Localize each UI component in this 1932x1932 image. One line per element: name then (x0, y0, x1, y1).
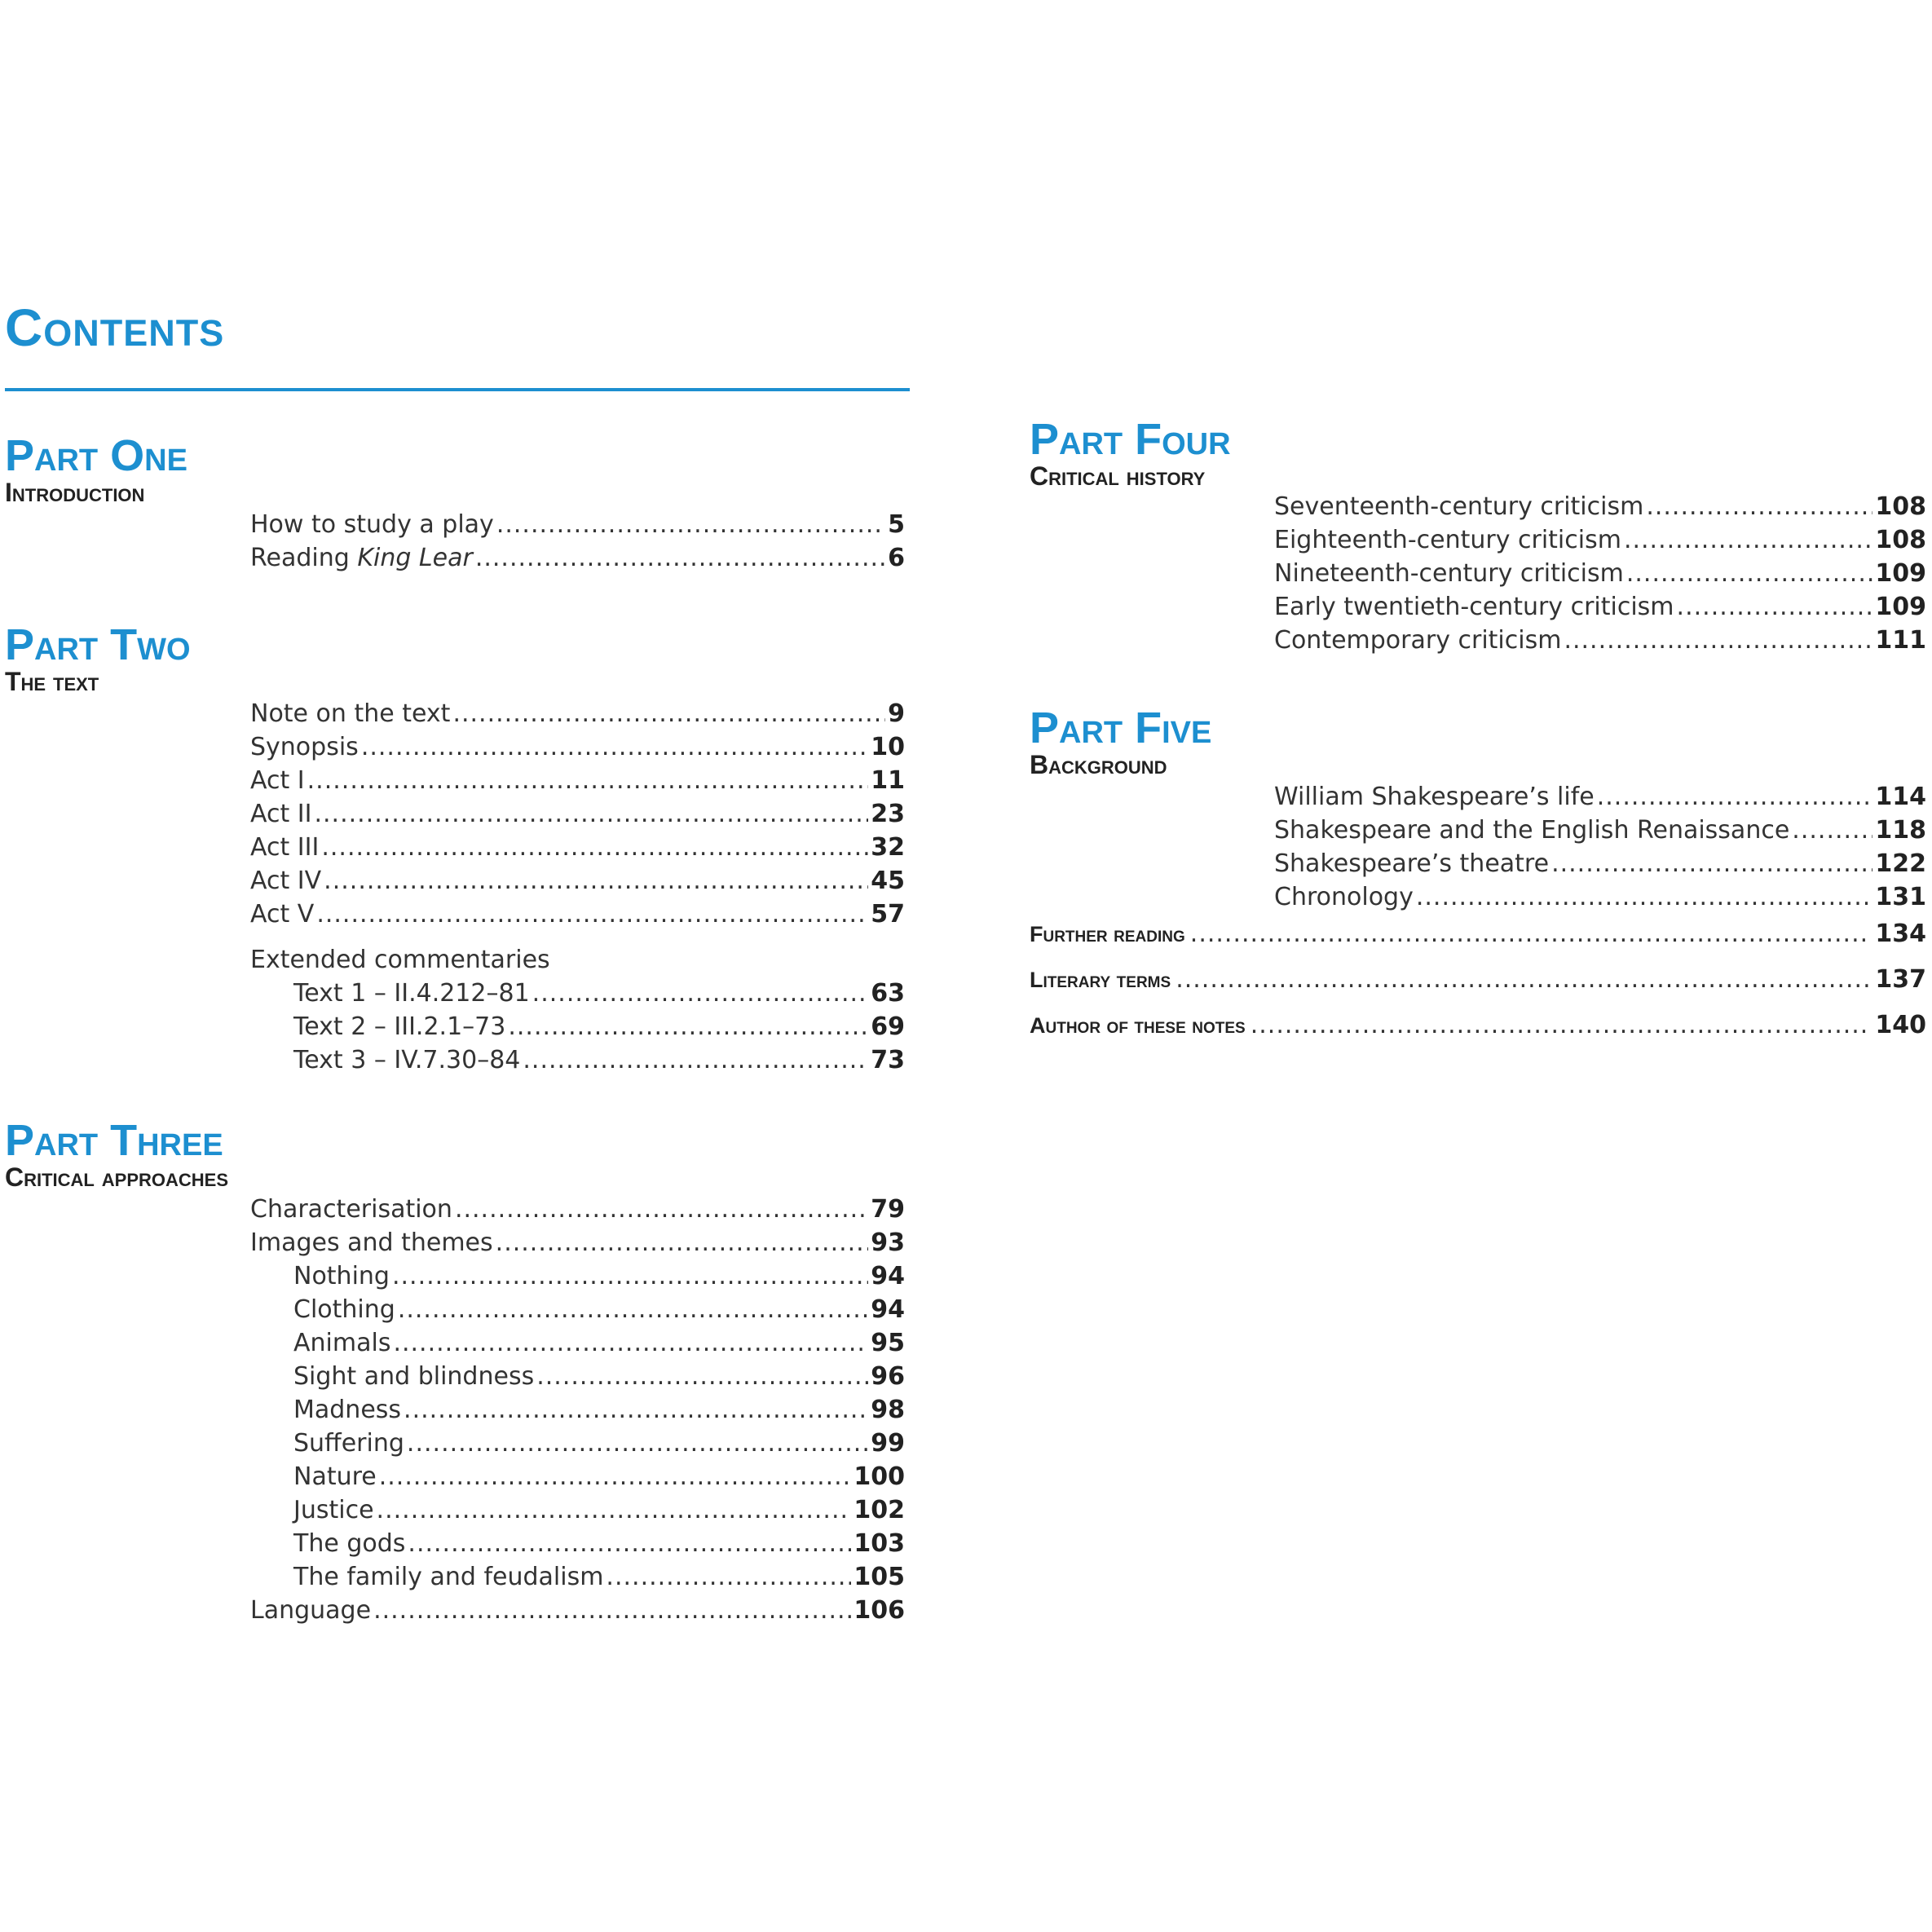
toc-entry-label: Synopsis (250, 733, 359, 761)
toc-entry[interactable] (250, 1429, 905, 1458)
toc-entry-label: Note on the text (250, 699, 451, 728)
toc-entry-label (250, 544, 473, 573)
toc-entry[interactable] (250, 1262, 905, 1291)
toc-entry-label: The gods (293, 1529, 406, 1558)
toc-entry-page: 95 (871, 1329, 905, 1357)
toc-entry[interactable] (250, 510, 905, 540)
toc-entry[interactable] (250, 1462, 905, 1492)
toc-entry[interactable] (250, 1228, 905, 1258)
part-two-section (5, 620, 191, 696)
part-four-subtitle: Critical history (1030, 461, 1206, 491)
toc-entry-page: 57 (871, 900, 905, 929)
toc-entry-page: 9 (888, 699, 905, 728)
dot-leader (377, 1496, 852, 1525)
part-two-heading: Part Two (5, 620, 191, 669)
toc-entry-label: Literary terms (1030, 968, 1171, 992)
toc-entry-page: 94 (871, 1295, 905, 1324)
toc-entry-label: Shakespeare and the English Renaissance (1274, 816, 1790, 845)
dot-leader (361, 733, 868, 762)
dot-leader (532, 979, 869, 1008)
toc-entry[interactable] (1274, 559, 1926, 589)
toc-entry-page: 108 (1875, 526, 1926, 554)
part-one-subtitle: Introduction (5, 478, 145, 507)
toc-entry-label: Images and themes (250, 1228, 493, 1257)
toc-entry[interactable] (250, 1563, 905, 1592)
toc-entry-page: 69 (871, 1012, 905, 1041)
toc-entry[interactable] (250, 733, 905, 762)
toc-entry[interactable] (1274, 816, 1926, 845)
toc-entry-page: 102 (854, 1496, 905, 1524)
toc-entry[interactable] (250, 1195, 905, 1224)
toc-entry-page: 99 (871, 1429, 905, 1458)
dot-leader (1176, 965, 1870, 994)
dot-leader (1251, 1011, 1871, 1039)
toc-entry[interactable] (250, 979, 905, 1008)
toc-entry-label: Madness (293, 1396, 402, 1424)
dot-leader (314, 800, 868, 829)
dot-leader (307, 766, 869, 796)
toc-entry-label: Eighteenth-century criticism (1274, 526, 1621, 554)
part-one-heading: Part One (5, 431, 187, 480)
toc-entry-page: 134 (1875, 920, 1926, 948)
toc-entry[interactable] (250, 1396, 905, 1425)
toc-entry-page: 73 (871, 1046, 905, 1074)
part-five-section (1030, 706, 1211, 778)
toc-entry-page: 32 (871, 833, 905, 862)
toc-entry-page: 137 (1875, 965, 1926, 994)
toc-entry-label: Nothing (293, 1262, 390, 1290)
toc-entry[interactable] (1274, 626, 1926, 655)
dot-leader (455, 1195, 868, 1224)
toc-entry-label: Suffering (293, 1429, 404, 1458)
dot-leader (1551, 849, 1872, 879)
toc-entry-page: 100 (854, 1462, 905, 1491)
toc-entry[interactable] (250, 699, 905, 729)
toc-entry-label: Nature (293, 1462, 377, 1491)
toc-entry[interactable] (1274, 526, 1926, 555)
toc-entry-label-prefix: Reading (250, 544, 358, 572)
toc-entry-label: Author of these notes (1030, 1013, 1246, 1038)
part-three-heading: Part Three (5, 1116, 223, 1165)
dot-leader (408, 1529, 851, 1559)
toc-entry-page: 131 (1875, 883, 1926, 911)
toc-entry-label: Sight and blindness (293, 1362, 535, 1391)
toc-entry[interactable] (250, 800, 905, 829)
dot-leader (324, 867, 868, 896)
toc-entry-page: 103 (854, 1529, 905, 1558)
dot-leader (379, 1462, 852, 1492)
toc-entry[interactable] (250, 900, 905, 929)
toc-entry-label: Shakespeare’s theatre (1274, 849, 1550, 878)
page-title: Contents (5, 298, 225, 357)
toc-entry-label: Contemporary criticism (1274, 626, 1562, 655)
toc-entry-page: 45 (871, 867, 905, 895)
part-three-entries (250, 1195, 905, 1625)
part-two-subtitle: The text (5, 667, 99, 696)
commentaries-heading: Extended commentaries (250, 946, 550, 974)
dot-leader (316, 900, 868, 929)
dot-leader (407, 1429, 868, 1458)
toc-entry-page: 114 (1875, 783, 1926, 811)
toc-entry-literary-terms[interactable] (1030, 965, 1926, 995)
toc-entry-page: 6 (888, 544, 905, 572)
toc-entry[interactable] (1274, 593, 1926, 622)
spacer (250, 933, 905, 942)
part-five-entries (1274, 783, 1926, 912)
toc-entry[interactable] (250, 1529, 905, 1559)
toc-entry-label: How to study a play (250, 510, 494, 539)
toc-entry-further-reading[interactable] (1030, 920, 1926, 949)
toc-entry-label: Further reading (1030, 922, 1185, 946)
toc-entry-page: 79 (871, 1195, 905, 1224)
dot-leader (508, 1012, 868, 1042)
toc-entry[interactable] (1274, 883, 1926, 912)
toc-entry[interactable] (250, 766, 905, 796)
toc-entry-label: Act IV (250, 867, 322, 895)
toc-entry-label: Nineteenth-century criticism (1274, 559, 1624, 588)
toc-entry-label: Language (250, 1596, 372, 1625)
dot-leader (373, 1596, 851, 1625)
toc-entry-label: Animals (293, 1329, 391, 1357)
toc-entry-label: Characterisation (250, 1195, 452, 1224)
toc-entry[interactable] (250, 1046, 905, 1075)
toc-entry-page: 111 (1875, 626, 1926, 655)
back-matter (1030, 920, 1926, 1040)
title-rule (5, 388, 910, 391)
toc-entry-page: 98 (871, 1396, 905, 1424)
toc-entry-page: 109 (1875, 593, 1926, 621)
dot-leader (496, 1228, 869, 1258)
dot-leader (1624, 526, 1872, 555)
toc-entry[interactable] (1274, 849, 1926, 879)
toc-entry-label: The family and feudalism (293, 1563, 604, 1591)
toc-entry[interactable] (1274, 783, 1926, 812)
toc-entry-label: Text 3 – IV.7.30–84 (293, 1046, 521, 1074)
dot-leader (1597, 783, 1873, 812)
dot-leader (475, 544, 885, 573)
toc-entry-label: Act I (250, 766, 305, 795)
dot-leader (393, 1329, 868, 1358)
dot-leader (452, 699, 885, 729)
part-three-section (5, 1118, 228, 1190)
toc-entry-label: Act III (250, 833, 320, 862)
toc-entry-label: Clothing (293, 1295, 395, 1324)
part-one-section (5, 431, 187, 507)
toc-entry-page: 108 (1875, 492, 1926, 521)
dot-leader (606, 1563, 851, 1592)
toc-entry-page: 11 (871, 766, 905, 795)
dot-leader (1564, 626, 1872, 655)
toc-entry[interactable] (250, 1295, 905, 1325)
toc-entry[interactable] (250, 833, 905, 862)
toc-entry-label-italic: King Lear (357, 544, 473, 572)
dot-leader (1190, 920, 1871, 948)
dot-leader (496, 510, 885, 540)
part-four-section (1030, 417, 1231, 489)
toc-entry-page: 122 (1875, 849, 1926, 878)
toc-entry-page: 106 (854, 1596, 905, 1625)
dot-leader (392, 1262, 868, 1291)
toc-entry-label: Justice (293, 1496, 374, 1524)
toc-entry[interactable] (250, 867, 905, 896)
part-four-entries (1274, 492, 1926, 655)
toc-entry[interactable] (250, 1596, 905, 1625)
toc-entry-page: 140 (1875, 1011, 1926, 1039)
dot-leader (1646, 492, 1872, 522)
toc-entry-label: Seventeenth-century criticism (1274, 492, 1644, 521)
dot-leader (536, 1362, 868, 1392)
dot-leader (1416, 883, 1873, 912)
part-one-entries (250, 510, 905, 573)
dot-leader (1626, 559, 1873, 589)
toc-entry-page: 96 (871, 1362, 905, 1391)
toc-entry[interactable] (250, 1329, 905, 1358)
part-five-heading: Part Five (1030, 704, 1212, 752)
dot-leader (1792, 816, 1872, 845)
part-four-heading: Part Four (1030, 415, 1231, 464)
toc-entry-label: William Shakespeare’s life (1274, 783, 1595, 811)
toc-subheading (250, 946, 905, 975)
dot-leader (398, 1295, 868, 1325)
toc-entry[interactable] (250, 544, 905, 573)
toc-entry-label: Act V (250, 900, 315, 929)
dot-leader (404, 1396, 868, 1425)
toc-entry[interactable] (250, 1496, 905, 1525)
dot-leader (523, 1046, 868, 1075)
toc-entry-page: 23 (871, 800, 905, 828)
toc-entry-page: 93 (871, 1228, 905, 1257)
toc-entry-author[interactable] (1030, 1011, 1926, 1040)
toc-entry-page: 5 (888, 510, 905, 539)
part-two-entries (250, 699, 905, 1075)
toc-entry-page: 109 (1875, 559, 1926, 588)
toc-entry-label: Text 2 – III.2.1–73 (293, 1012, 506, 1041)
toc-entry-label: Text 1 – II.4.212–81 (293, 979, 530, 1008)
dot-leader (321, 833, 868, 862)
toc-entry-page: 94 (871, 1262, 905, 1290)
toc-entry-label: Act II (250, 800, 312, 828)
part-five-subtitle: Background (1030, 750, 1167, 779)
toc-entry[interactable] (250, 1012, 905, 1042)
part-three-subtitle: Critical approaches (5, 1162, 229, 1192)
toc-entry[interactable] (250, 1362, 905, 1392)
dot-leader (1677, 593, 1873, 622)
toc-entry-page: 10 (871, 733, 905, 761)
toc-entry-page: 63 (871, 979, 905, 1008)
toc-entry-label: Chronology (1274, 883, 1414, 911)
toc-entry-page: 118 (1875, 816, 1926, 845)
toc-entry-label: Early twentieth-century criticism (1274, 593, 1674, 621)
toc-entry-page: 105 (854, 1563, 905, 1591)
toc-entry[interactable] (1274, 492, 1926, 522)
